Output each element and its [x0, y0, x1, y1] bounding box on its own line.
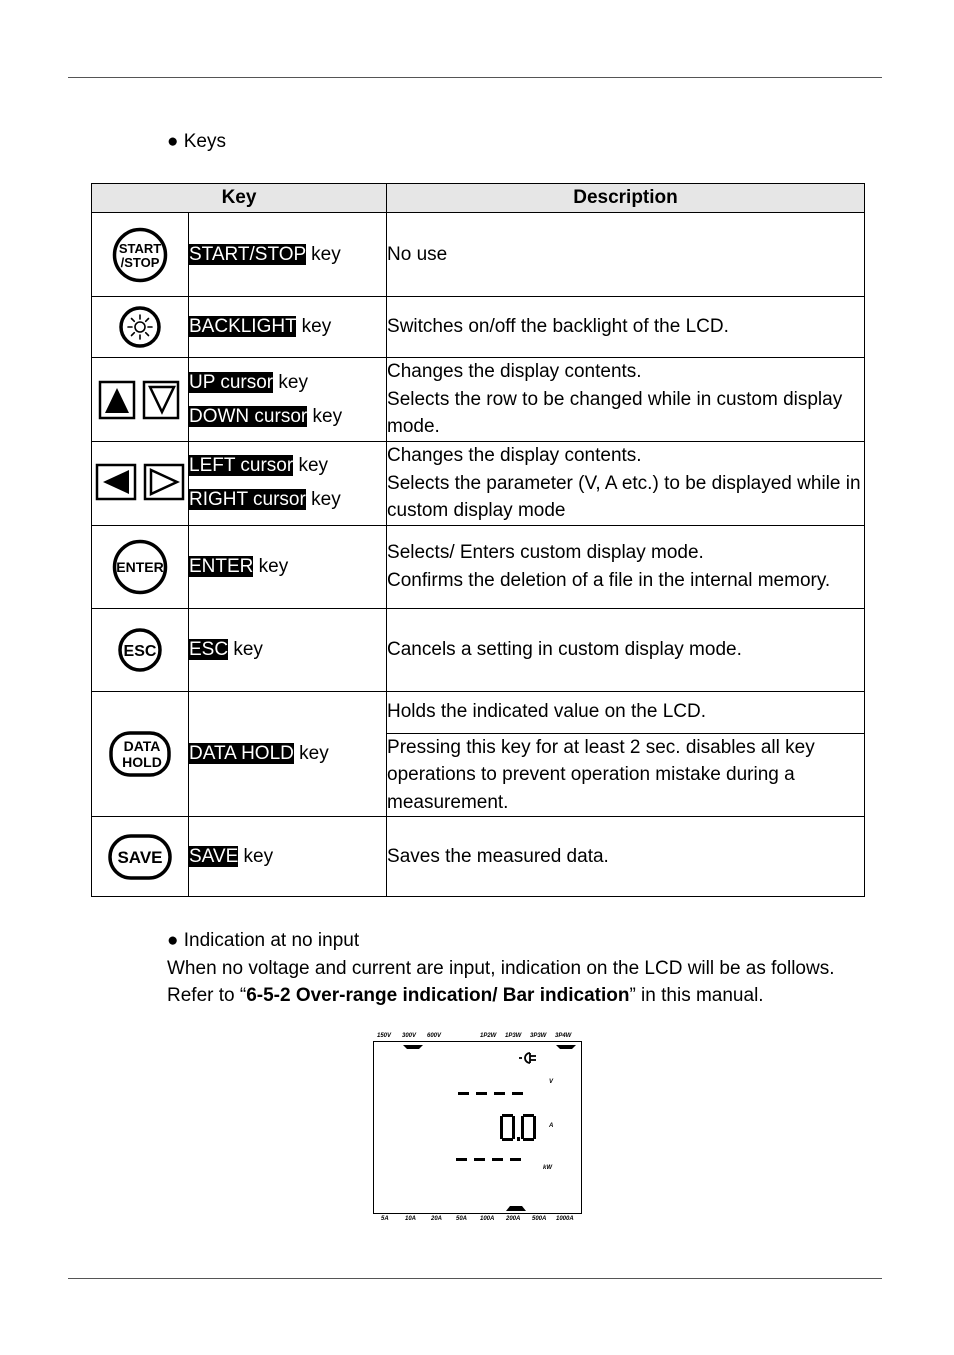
keys-heading: ● Keys: [167, 131, 226, 152]
lcd-current-range-label: 5A: [381, 1216, 389, 1222]
esc-key-name: ESC key: [189, 608, 387, 691]
lcd-voltage-range-label: 300V: [402, 1033, 417, 1039]
left-right-key-names: LEFT cursor key RIGHT cursor key: [189, 442, 387, 526]
lcd-voltage-range-label: 600V: [427, 1033, 442, 1039]
lcd-voltage-range-label: 150V: [377, 1033, 392, 1039]
lcd-current-range-label: 20A: [431, 1216, 443, 1222]
backlight-description: Switches on/off the backlight of the LCD.: [387, 297, 865, 358]
esc-description: Cancels a setting in custom display mode.: [387, 608, 865, 691]
save-key-name: SAVE key: [189, 817, 387, 897]
voltage-dashes: [458, 1092, 523, 1095]
lcd-current-range-label: 1000A: [556, 1216, 574, 1222]
lcd-display: [370, 1032, 584, 1227]
lcd-unit-v: V: [549, 1079, 554, 1085]
enter-description: Selects/ Enters custom display mode. Confirms the deletion of a file in the internal memory.: [387, 525, 865, 608]
backlight-key-name: BACKLIGHT key: [189, 297, 387, 358]
left-right-cursor-icon: [92, 442, 189, 526]
up-down-key-names: UP cursor key DOWN cursor key: [189, 358, 387, 442]
svg-text:/STOP: /STOP: [120, 254, 160, 270]
left-right-description: Changes the display contents. Selects the parameter (V, A etc.) to be displayed while in custom display mode: [387, 442, 865, 526]
table-row: [92, 297, 865, 358]
table-row: [92, 691, 865, 733]
enter-icon: [92, 525, 189, 608]
no-input-text: When no voltage and current are input, indication on the LCD will be as follows. Refer to “6-5-2 Over-range indication/ Bar indication” in this manual.: [167, 957, 835, 1006]
footer-rule: [68, 1278, 882, 1279]
table-row: [92, 525, 865, 608]
data-hold-key-name: DATA HOLD key: [189, 691, 387, 817]
plug-icon: [519, 1053, 536, 1063]
key-column-header: Key: [92, 184, 387, 213]
data-hold-icon: [92, 691, 189, 817]
table-row: [92, 213, 865, 297]
svg-text:ESC: ESC: [123, 642, 157, 660]
data-hold-description: Holds the indicated value on the LCD.: [387, 691, 865, 733]
lcd-current-range-label: 50A: [456, 1216, 468, 1222]
section-reference: 6-5-2 Over-range indication/ Bar indication: [246, 985, 630, 1006]
table-row: [92, 817, 865, 897]
data-hold-long-press-description: Pressing this key for at least 2 sec. disables all key operations to prevent operation mistake during a measurement.: [387, 733, 865, 817]
lcd-segments: [370, 1032, 584, 1227]
svg-text:ENTER: ENTER: [116, 558, 164, 575]
lcd-wiring-label: 1P3W: [505, 1033, 522, 1039]
save-icon: [92, 817, 189, 897]
table-row: [92, 358, 865, 442]
lcd-wiring-label: 1P2W: [480, 1033, 497, 1039]
start-stop-key-name: START/STOP key: [189, 213, 387, 297]
svg-text:START: START: [118, 240, 162, 256]
lcd-unit-kw: kW: [543, 1165, 552, 1171]
enter-key-name: ENTER key: [189, 525, 387, 608]
current-digits: [500, 1114, 536, 1141]
lcd-current-range-label: 200A: [506, 1216, 521, 1222]
lcd-unit-a: A: [549, 1123, 554, 1129]
lcd-wiring-label: 3P3W: [530, 1033, 547, 1039]
esc-icon: [92, 608, 189, 691]
up-down-cursor-icon: [92, 358, 189, 442]
keys-table: [91, 183, 865, 897]
no-input-heading: ● Indication at no input: [167, 930, 360, 951]
svg-text:SAVE: SAVE: [117, 847, 163, 867]
svg-text:DATA: DATA: [123, 737, 161, 754]
lcd-current-range-label: 10A: [405, 1216, 417, 1222]
table-row: [92, 442, 865, 526]
table-row: [92, 608, 865, 691]
lcd-current-range-label: 100A: [480, 1216, 495, 1222]
start-stop-icon: [92, 213, 189, 297]
start-stop-description: No use: [387, 213, 865, 297]
save-description: Saves the measured data.: [387, 817, 865, 897]
svg-text:HOLD: HOLD: [122, 753, 162, 770]
header-rule: [68, 77, 882, 78]
no-input-section: [167, 927, 847, 1010]
description-column-header: Description: [387, 184, 865, 213]
table-header-row: [92, 184, 865, 213]
lcd-current-range-label: 500A: [532, 1216, 547, 1222]
up-down-description: Changes the display contents. Selects the row to be changed while in custom display mode.: [387, 358, 865, 442]
lcd-wiring-label: 3P4W: [555, 1033, 572, 1039]
backlight-icon: [92, 297, 189, 358]
power-dashes: [456, 1158, 521, 1161]
